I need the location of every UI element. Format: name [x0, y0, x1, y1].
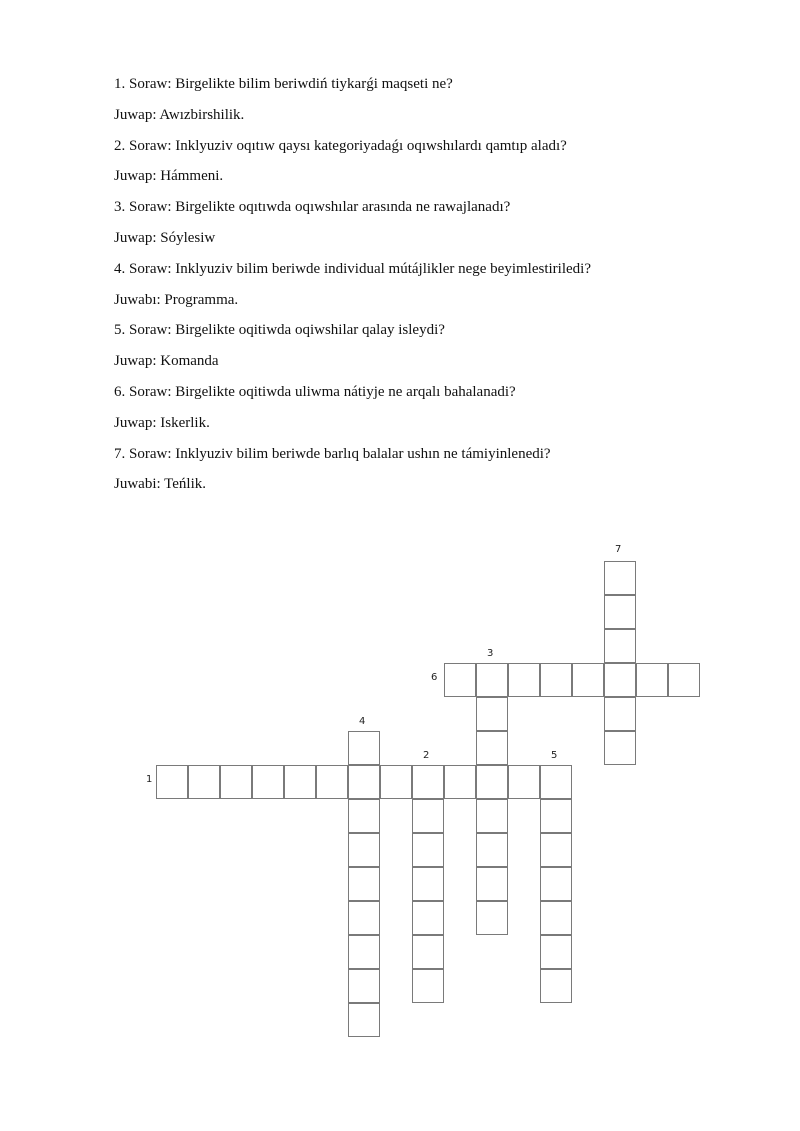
crossword-cell[interactable]	[412, 799, 444, 833]
crossword-cell[interactable]	[348, 901, 380, 935]
crossword-cell[interactable]	[316, 765, 348, 799]
crossword-cell[interactable]	[220, 765, 252, 799]
question-5: 5. Soraw: Birgelikte oqitiwda oqiwshilar qalay isleydi?	[114, 322, 445, 339]
crossword-cell[interactable]	[348, 833, 380, 867]
question-4: 4. Soraw: Inklyuziv bilim beriwde individual mútájlikler nege beyimlestiriledi?	[114, 260, 591, 277]
crossword-cell[interactable]	[604, 595, 636, 629]
crossword-cell[interactable]	[476, 799, 508, 833]
crossword-cell[interactable]	[476, 867, 508, 901]
crossword-cell[interactable]	[476, 833, 508, 867]
crossword-cell[interactable]	[348, 765, 380, 799]
crossword-cell[interactable]	[572, 663, 604, 697]
question-7: 7. Soraw: Inklyuziv bilim beriwde barlıq balalar ushın ne támiyinlenedi?	[114, 445, 551, 462]
crossword-cell[interactable]	[444, 765, 476, 799]
crossword-cell[interactable]	[604, 561, 636, 595]
question-3: 3. Soraw: Birgelikte oqıtıwda oqıwshılar arasında ne rawajlanadı?	[114, 199, 511, 216]
crossword-cell[interactable]	[412, 901, 444, 935]
crossword-cell[interactable]	[604, 663, 636, 697]
answer-7: Juwabi: Teńlik.	[114, 476, 206, 493]
crossword-cell[interactable]	[348, 935, 380, 969]
clue-number-2: 2	[423, 750, 430, 761]
crossword-cell[interactable]	[668, 663, 700, 697]
crossword-cell[interactable]	[412, 867, 444, 901]
answer-3: Juwap: Sóylesiw	[114, 229, 216, 246]
crossword-cell[interactable]	[252, 765, 284, 799]
crossword-cell[interactable]	[540, 765, 572, 799]
crossword-cell[interactable]	[476, 697, 508, 731]
crossword-cell[interactable]	[284, 765, 316, 799]
crossword-cell[interactable]	[348, 969, 380, 1003]
clue-number-5: 5	[551, 750, 558, 761]
clue-number-4: 4	[359, 716, 366, 727]
crossword-cell[interactable]	[412, 969, 444, 1003]
clue-number-1: 1	[146, 774, 153, 785]
crossword-cell[interactable]	[604, 629, 636, 663]
crossword-cell[interactable]	[540, 663, 572, 697]
crossword-cell[interactable]	[540, 833, 572, 867]
crossword-cell[interactable]	[412, 833, 444, 867]
answer-1: Juwap: Awızbirshilik.	[114, 106, 245, 123]
answer-6: Juwap: Iskerlik.	[114, 414, 210, 431]
crossword-cell[interactable]	[476, 765, 508, 799]
answer-5: Juwap: Komanda	[114, 353, 219, 370]
crossword-cell[interactable]	[508, 765, 540, 799]
crossword-cell[interactable]	[476, 901, 508, 935]
crossword-cell[interactable]	[508, 663, 540, 697]
crossword-cell[interactable]	[604, 731, 636, 765]
question-1: 1. Soraw: Birgelikte bilim beriwdiń tiykarǵi maqseti ne?	[114, 76, 453, 92]
crossword-cell[interactable]	[412, 765, 444, 799]
crossword-cell[interactable]	[604, 697, 636, 731]
answer-4: Juwabı: Programma.	[114, 291, 239, 308]
crossword-cell[interactable]	[348, 867, 380, 901]
clue-number-6: 6	[431, 672, 438, 683]
clue-number-7: 7	[615, 544, 622, 555]
crossword-cell[interactable]	[540, 969, 572, 1003]
crossword-cell[interactable]	[156, 765, 188, 799]
crossword-cell[interactable]	[444, 663, 476, 697]
crossword-cell[interactable]	[540, 867, 572, 901]
crossword-cell[interactable]	[540, 935, 572, 969]
crossword-cell[interactable]	[348, 731, 380, 765]
crossword-cell[interactable]	[540, 799, 572, 833]
crossword-cell[interactable]	[540, 901, 572, 935]
crossword-cell[interactable]	[476, 663, 508, 697]
answer-2: Juwap: Hámmeni.	[114, 168, 224, 185]
crossword-cell[interactable]	[476, 731, 508, 765]
question-2: 2. Soraw: Inklyuziv oqıtıw qaysı kategoriyadaǵı oqıwshılardı qamtıp aladı?	[114, 137, 567, 154]
crossword-cell[interactable]	[348, 1003, 380, 1037]
crossword-cell[interactable]	[188, 765, 220, 799]
crossword-cell[interactable]	[412, 935, 444, 969]
crossword-cell[interactable]	[380, 765, 412, 799]
crossword-cell[interactable]	[348, 799, 380, 833]
crossword-cell[interactable]	[636, 663, 668, 697]
clue-number-3: 3	[487, 648, 494, 659]
question-6: 6. Soraw: Birgelikte oqitiwda uliwma nátiyje ne arqalı bahalanadi?	[114, 383, 516, 400]
